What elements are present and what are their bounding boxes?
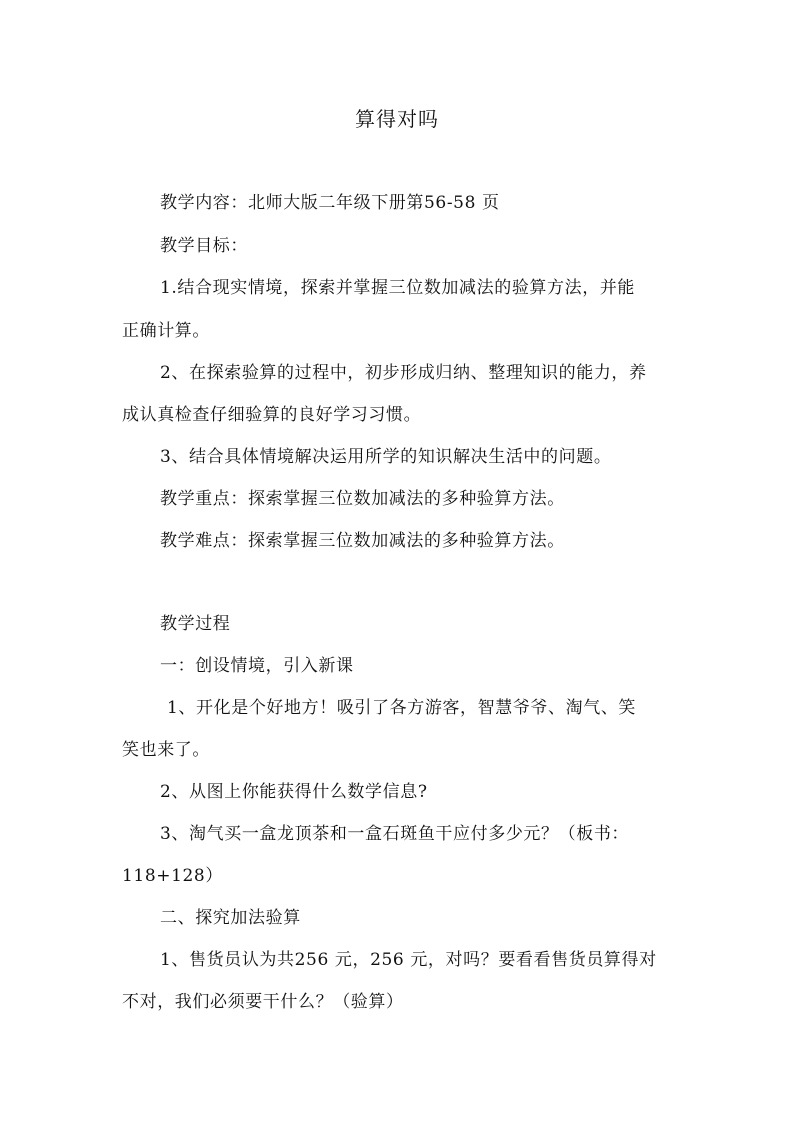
goal-2-line-2: 成认真检查仔细验算的良好学习习惯。 [122, 405, 422, 425]
teaching-difficulty: 教学难点：探索掌握三位数加减法的多种验算方法。 [160, 531, 565, 551]
section-1-item-2: 2、从图上你能获得什么数学信息? [160, 782, 428, 802]
section-1-item-3-line-1: 3、淘气买一盒龙顶茶和一盒石斑鱼干应付多少元？（板书： [160, 824, 630, 844]
goal-2-line-1: 2、在探索验算的过程中，初步形成归纳、整理知识的能力，养 [160, 363, 647, 383]
goal-1-line-2: 正确计算。 [122, 321, 210, 341]
section-2-item-1-line-1: 1、售货员认为共256 元，256 元，对吗？要看看售货员算得对 [160, 950, 657, 970]
teaching-content: 教学内容：北师大版二年级下册第56-58 页 [160, 193, 500, 213]
section-1-heading: 一：创设情境，引入新课 [160, 656, 354, 676]
section-1-item-1-line-2: 笑也来了。 [122, 740, 210, 760]
teaching-process-heading: 教学过程 [160, 614, 231, 634]
teaching-goals-heading: 教学目标： [160, 236, 248, 256]
teaching-key-point: 教学重点：探索掌握三位数加减法的多种验算方法。 [160, 489, 565, 509]
section-2-heading: 二、探究加法验算 [160, 908, 301, 928]
section-2-item-1-line-2: 不对，我们必须要干什么？（验算） [122, 992, 404, 1012]
goal-1-line-1: 1.结合现实情境，探索并掌握三位数加减法的验算方法，并能 [160, 278, 636, 298]
section-1-item-1-line-1: 1、开化是个好地方！吸引了各方游客，智慧爷爷、淘气、笑 [167, 698, 637, 718]
document-title: 算得对吗 [355, 107, 439, 131]
goal-3: 3、结合具体情境解决运用所学的知识解决生活中的问题。 [160, 447, 612, 467]
section-1-item-3-line-2: 118+128） [122, 866, 223, 886]
